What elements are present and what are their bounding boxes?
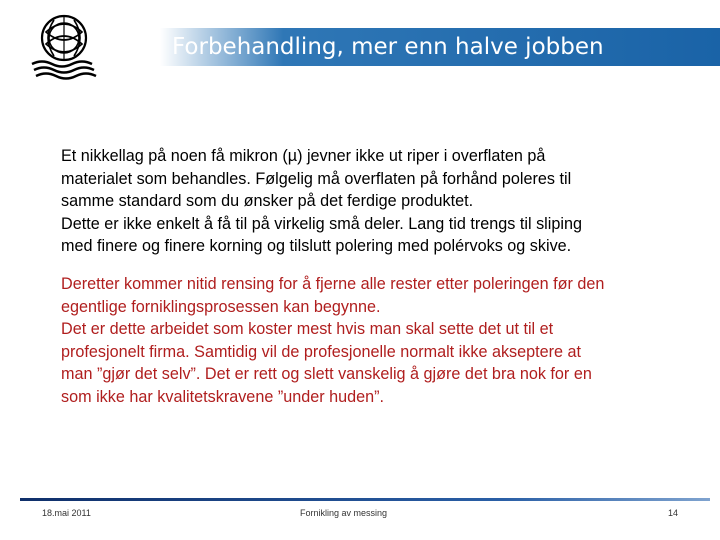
paragraph-line: Dette er ikke enkelt å få til på virkelig små deler. Lang tid trengs til sliping — [61, 214, 582, 233]
paragraph-line: som ikke har kvalitetskravene ”under huden”. — [61, 387, 385, 406]
paragraph-line: med finere og finere korning og tilslutt polering med polérvoks og skive. — [61, 237, 572, 255]
paragraph-line: profesjonelt firma. Samtidig vil de profesjonelle normalt ikke akseptere at — [61, 342, 582, 361]
paragraph-line: Deretter kommer nitid rensing for å fjerne alle rester etter poleringen før den — [61, 275, 605, 293]
paragraph-2 — [61, 273, 676, 408]
paragraph-line: Et nikkellag på noen få mikron (µ) jevner ikke ut riper i overflaten på — [61, 147, 546, 165]
slide-title: Forbehandling, mer enn halve jobben — [172, 34, 604, 60]
waves-icon — [32, 62, 96, 79]
page-number: 14 — [668, 508, 679, 518]
paragraph-line: materialet som behandles. Følgelig må overflaten på forhånd poleres til — [61, 169, 572, 188]
paragraph-line: egentlige forniklingsprosessen kan begynne. — [61, 297, 381, 316]
paragraph-1 — [61, 145, 676, 258]
paragraph-line: samme standard som du ønsker på det ferdige produktet. — [61, 192, 474, 210]
footer-divider — [20, 498, 710, 501]
footer-title: Fornikling av messing — [300, 508, 388, 518]
paragraph-line: man ”gjør det selv”. Det er rett og slett vanskelig å gjøre det bra nok for en — [61, 365, 592, 383]
footer-date: 18.mai 2011 — [42, 508, 91, 518]
knot-globe-logo-icon — [24, 10, 104, 82]
paragraph-line: Det er dette arbeidet som koster mest hvis man skal sette det ut til et — [61, 320, 554, 338]
